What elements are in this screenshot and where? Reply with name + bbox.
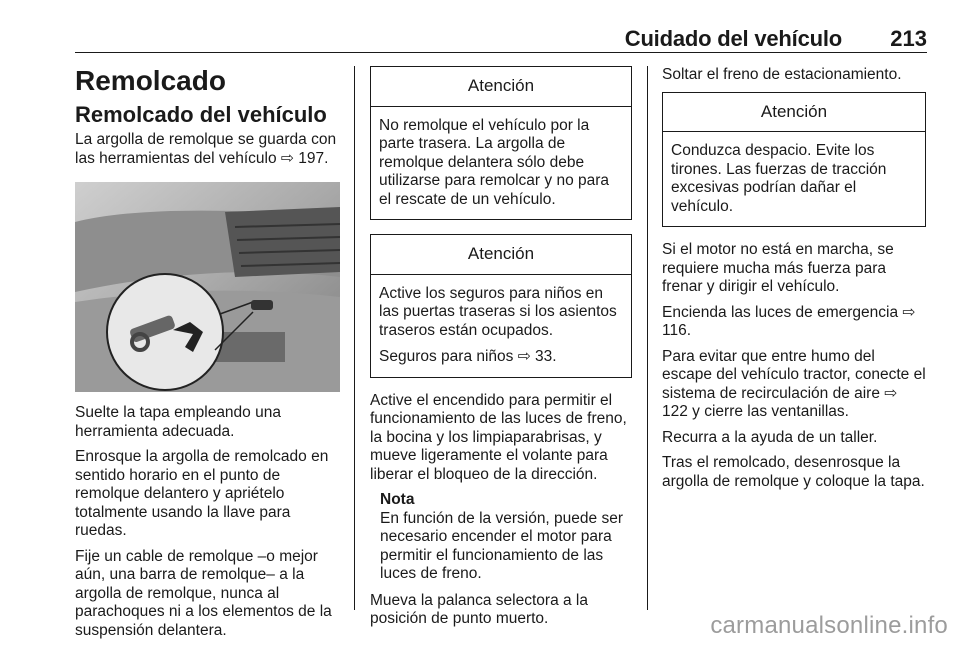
warning-text: Conduzca despacio. Evite los tirones. Las fuerzas de tracción excesivas podrían dañar el vehículo. xyxy=(671,142,887,215)
warning-text: Active los seguros para niños en las puertas traseras si los asientos traseros están ocupados. xyxy=(379,284,617,339)
paragraph-7: Si el motor no está en marcha, se requiere mucha más fuerza para frenar y dirigir el vehículo. xyxy=(662,241,894,295)
section-title: Remolcado xyxy=(75,65,226,96)
paragraph-2: Enrosque la argolla de remolcado en sentido horario en el punto de remolque delantero y apriételo totalmente usando la llave para ruedas. xyxy=(75,448,329,539)
column-right xyxy=(662,66,926,498)
warning-title: Atención xyxy=(371,67,631,107)
note-text: En función de la versión, puede ser necesario encender el motor para permitir el funcionamiento de las luces de freno. xyxy=(380,509,623,582)
paragraph-4: Active el encendido para permitir el funcionamiento de las luces de freno, la bocina y los limpiaparabrisas, y mueve ligeramente el volante para liberar el bloqueo de la dirección. xyxy=(370,391,627,483)
towing-eye-photo xyxy=(75,182,340,392)
note-box xyxy=(370,491,632,584)
column-divider xyxy=(354,66,355,610)
paragraph-11: Tras el remolcado, desenrosque la argolla de remolque y coloque la tapa. xyxy=(662,454,925,490)
paragraph-10: Recurra a la ayuda de un taller. xyxy=(662,428,878,446)
warning-title: Atención xyxy=(663,93,925,133)
paragraph-8: Encienda las luces de emergencia ⇨ 116. xyxy=(662,303,916,339)
paragraph-9: Para evitar que entre humo del escape del vehículo tractor, conecte el sistema de recirculación de aire ⇨ 122 y cierre las ventanillas. xyxy=(662,347,926,420)
warning-title: Atención xyxy=(371,235,631,275)
paragraph-5: Mueva la palanca selectora a la posición de punto muerto. xyxy=(370,591,588,627)
paragraph-6: Soltar el freno de estacionamiento. xyxy=(662,66,902,83)
column-divider xyxy=(647,66,648,610)
subsection-title: Remolcado del vehículo xyxy=(75,102,327,127)
header-rule xyxy=(75,52,927,53)
intro-paragraph: La argolla de remolque se guarda con las herramientas del vehículo ⇨ 197. xyxy=(75,131,337,167)
warning-text: No remolque el vehículo por la parte trasera. La argolla de remolque delantera sólo debe utilizarse para remolcar y no para el rescate de un vehículo. xyxy=(379,116,610,208)
column-left xyxy=(75,58,340,647)
note-title: Nota xyxy=(380,491,415,508)
warning-box xyxy=(370,66,632,220)
warning-box xyxy=(662,92,926,228)
warning-reference: Seguros para niños ⇨ 33. xyxy=(379,348,557,365)
paragraph-3: Fije un cable de remolque –o mejor aún, una barra de remolque– a la argolla de remolque, nunca al parachoques ni a los elementos de la suspensión delantera. xyxy=(75,547,332,639)
page-number: 213 xyxy=(890,26,927,51)
warning-box xyxy=(370,234,632,378)
paragraph-1: Suelte la tapa empleando una herramienta adecuada. xyxy=(75,404,281,440)
header-title: Cuidado del vehículo xyxy=(624,26,842,51)
watermark: carmanualsonline.info xyxy=(710,612,948,639)
column-middle xyxy=(370,66,632,636)
